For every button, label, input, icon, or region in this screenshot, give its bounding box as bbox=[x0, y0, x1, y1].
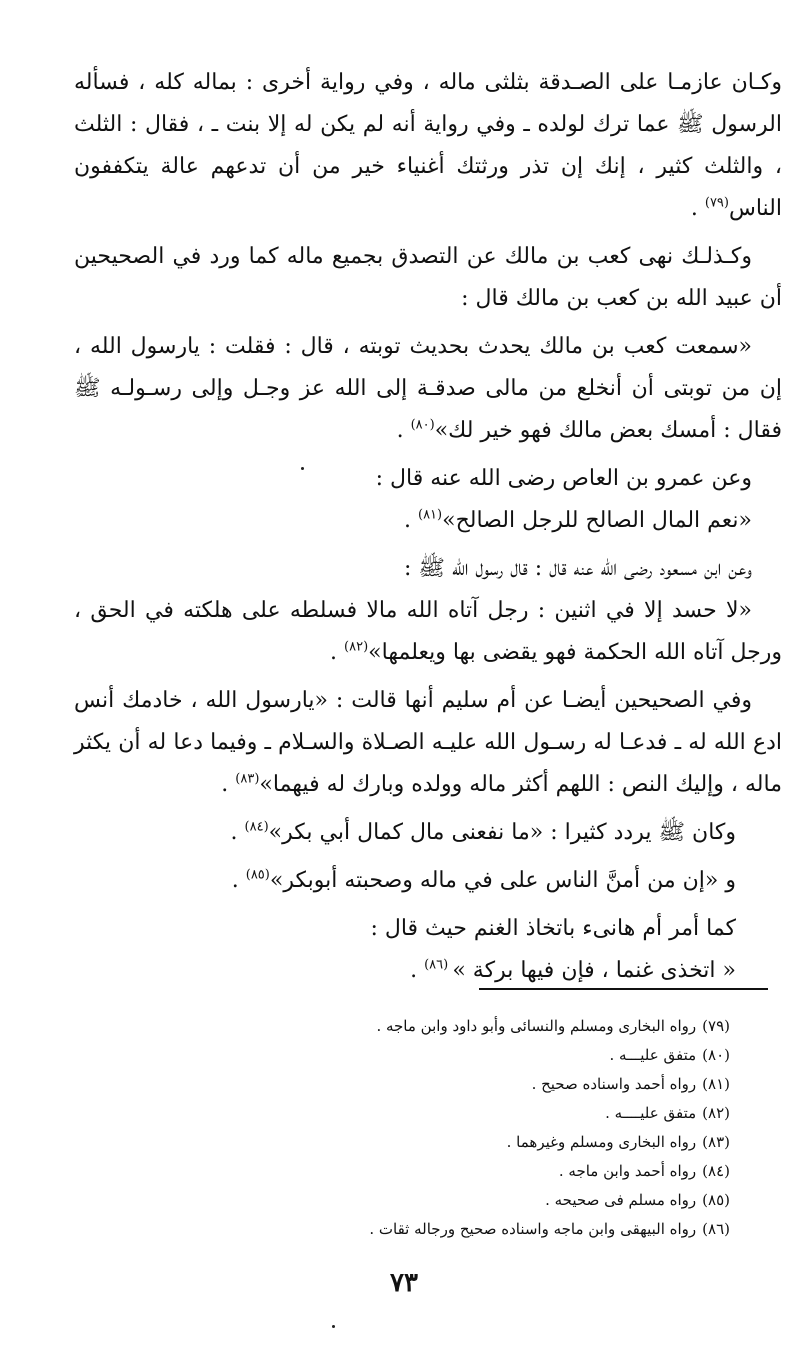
paragraph-kaab-quote bbox=[74, 326, 782, 452]
footnote-text: رواه البيهقى وابن ماجه واسناده صحيح ورجاله ثقات . bbox=[369, 1220, 697, 1238]
footnote-text: رواه أحمد واسناده صحيح . bbox=[531, 1075, 697, 1093]
paragraph-text: «لا حسد إلا في اثنين : رجل آتاه الله مالا فسلطه على هلكته في الحق ، ورجل آتاه الله الحكمة فهو يقضى بها ويعلمها» bbox=[74, 598, 782, 665]
footnote-text: متفق عليـــه . bbox=[609, 1046, 697, 1064]
paragraph-ibn-masud bbox=[74, 548, 782, 590]
paragraph-tail: . bbox=[330, 640, 345, 665]
paragraph-kaab bbox=[74, 236, 782, 320]
paragraph-amr bbox=[74, 458, 782, 500]
paragraph-tail: . bbox=[396, 418, 411, 443]
paragraph-tail: . bbox=[403, 508, 418, 533]
footnote-ref: (٨١) bbox=[417, 507, 443, 523]
footnote-number: (٨٤) bbox=[702, 1162, 730, 1180]
paragraph-hasad-quote bbox=[74, 590, 782, 674]
print-speck bbox=[301, 467, 304, 470]
footnote-ref: (٨٤) bbox=[244, 819, 269, 835]
paragraph-text: «نعم المال الصالح للرجل الصالح» bbox=[442, 508, 752, 533]
footnote-number: (٨٣) bbox=[702, 1133, 730, 1151]
footnote-ref: (٨٢) bbox=[344, 639, 369, 655]
footnote-text: رواه مسلم فى صحيحه . bbox=[545, 1191, 697, 1209]
page-number: ٧٣ bbox=[390, 1268, 418, 1298]
paragraph-text: و «إن من أمنَّ الناس على في ماله وصحبته أبوبكر» bbox=[269, 868, 736, 893]
footnote-83 bbox=[300, 1128, 730, 1157]
main-text bbox=[74, 62, 782, 998]
print-speck bbox=[332, 1325, 335, 1328]
footnote-number: (٨٦) bbox=[702, 1220, 730, 1238]
footnote-divider bbox=[479, 988, 768, 990]
footnotes-list bbox=[300, 1012, 730, 1244]
footnote-number: (٨١) bbox=[702, 1075, 730, 1093]
footnote-79 bbox=[300, 1012, 730, 1041]
footnote-84 bbox=[300, 1157, 730, 1186]
paragraph-abu-bakr-1 bbox=[74, 812, 782, 854]
footnote-81 bbox=[300, 1070, 730, 1099]
footnote-80 bbox=[300, 1041, 730, 1070]
footnote-82 bbox=[300, 1099, 730, 1128]
paragraph-text: وكان ﷺ يردد كثيرا : «ما نفعنى مال كمال أبي بكر» bbox=[268, 820, 736, 845]
footnote-ref: (٧٩) bbox=[704, 195, 729, 211]
paragraph-text: «سمعت كعب بن مالك يحدث بحديث توبته ، قال : فقلت : يارسول الله ، إن من توبتى أن أنخلع من مالى صدقـة إلى الله عز وجـل وإلى رسـولـه ﷺ فقال : أمسك بعض مالك فهو خير لك» bbox=[74, 334, 782, 443]
footnote-text: متفق عليــــه . bbox=[605, 1104, 697, 1122]
paragraph-text: وكـان عازمـا على الصـدقة بثلثى ماله ، وفي رواية أخرى : بماله كله ، فسأله الرسول ﷺ عما ترك لولده ـ وفي رواية أنه لم يكن له إلا بنت ـ ، فقال : الثلث ، والثلث كثير ، إنك إن تذر ورثتك أغنياء خير من أن تدعهم عالة يتكففون الناس bbox=[74, 70, 782, 221]
footnote-number: (٧٩) bbox=[702, 1017, 730, 1035]
paragraph-text: « اتخذى غنما ، فإن فيها بركة » bbox=[452, 958, 736, 983]
footnote-ref: (٨٠) bbox=[410, 417, 435, 433]
footnote-ref: (٨٥) bbox=[245, 867, 270, 883]
paragraph-umm-hani-quote bbox=[74, 950, 782, 992]
footnote-number: (٨٢) bbox=[702, 1104, 730, 1122]
footnote-85 bbox=[300, 1186, 730, 1215]
footnote-ref: (٨٣) bbox=[235, 771, 260, 787]
footnote-text: رواه البخارى ومسلم وغيرهما . bbox=[506, 1133, 697, 1151]
paragraph-umm-sulaym bbox=[74, 680, 782, 806]
paragraph-abu-bakr-2 bbox=[74, 860, 782, 902]
paragraph-text: وعن ابن مسعود رضى الله عنه قال : قال رسول الله ﷺ : bbox=[404, 556, 752, 581]
paragraph-umm-hani bbox=[74, 908, 782, 950]
paragraph-amr-quote bbox=[74, 500, 782, 542]
paragraph-tail: . bbox=[410, 958, 425, 983]
footnote-ref: (٨٦) bbox=[424, 957, 453, 973]
paragraph-tail: . bbox=[221, 772, 236, 797]
footnote-number: (٨٥) bbox=[702, 1191, 730, 1209]
footnote-text: رواه البخارى ومسلم والنسائى وأبو داود وابن ماجه . bbox=[376, 1017, 697, 1035]
paragraph-sadaqa-third bbox=[74, 62, 782, 230]
paragraph-text: وكـذلـك نهى كعب بن مالك عن التصدق بجميع ماله كما ورد في الصحيحين أن عبيد الله بن كعب بن مالك قال : bbox=[74, 244, 782, 311]
paragraph-text: وفي الصحيحين أيضـا عن أم سليم أنها قالت : «يارسول الله ، خادمك أنس ادع الله له ـ فدعـا له رسـول الله عليـه الصـلاة والسـلام ـ وفيما دعا له أن يكثر ماله ، وإليك النص : اللهم أكثر ماله وولده وبارك له فيهما» bbox=[74, 688, 782, 797]
paragraph-tail: . bbox=[690, 196, 705, 221]
paragraph-text: وعن عمرو بن العاص رضى الله عنه قال : bbox=[375, 466, 752, 491]
footnote-text: رواه أحمد وابن ماجه . bbox=[558, 1162, 697, 1180]
paragraph-tail: . bbox=[230, 820, 245, 845]
paragraph-tail: . bbox=[231, 868, 246, 893]
footnote-number: (٨٠) bbox=[702, 1046, 730, 1064]
paragraph-text: كما أمر أم هانىء باتخاذ الغنم حيث قال : bbox=[370, 916, 736, 941]
footnote-86 bbox=[300, 1215, 730, 1244]
